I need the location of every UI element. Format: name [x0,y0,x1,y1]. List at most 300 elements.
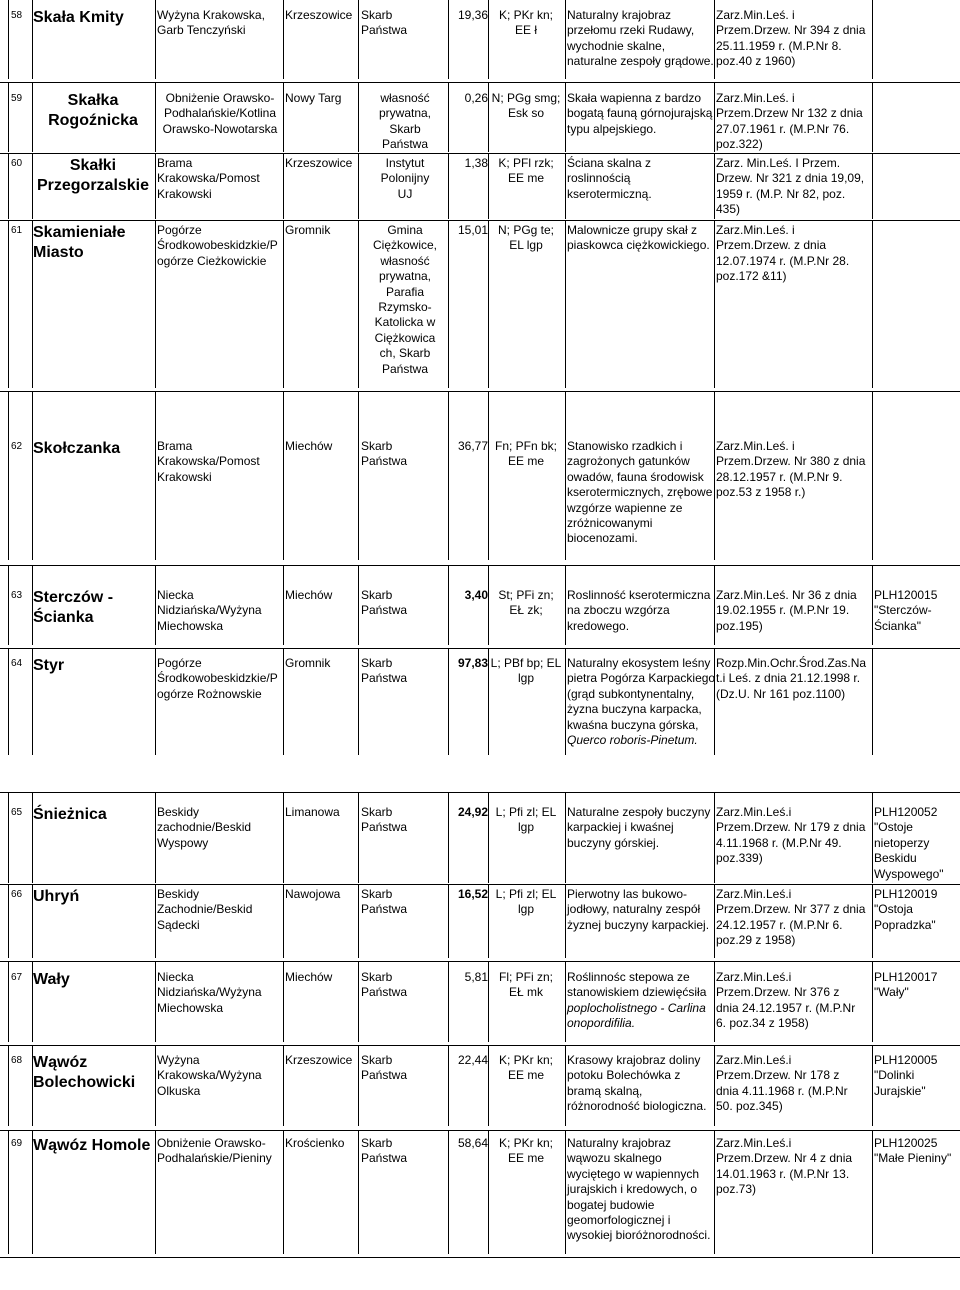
column-divider [32,961,33,1042]
column-divider [872,1130,873,1254]
owner-line: Rzymsko- [378,300,432,315]
column-divider [488,391,489,560]
desc-line: pietra Pogórza Karpackiego [567,671,716,686]
column-divider [448,220,449,388]
code-line: PLH120019 [874,887,938,901]
column-divider [448,1130,449,1254]
row-separator [0,1257,960,1258]
column-divider [8,884,9,958]
type-line: EE me [507,454,544,469]
area-ha: 5,81 [464,970,488,984]
owner-line: ch, Skarb [379,346,431,361]
column-divider [283,1130,284,1254]
row-number: 69 [11,1138,23,1149]
column-divider [714,961,715,1042]
act-line: poz.322) [716,137,763,152]
region-line: Zachodnie/Beskid [157,902,253,917]
column-divider [8,220,9,388]
row-number: 64 [11,658,23,669]
area-ha: 22,44 [457,1053,488,1067]
region-line: Wyspowy [157,835,209,850]
natura-code [874,1053,960,1099]
desc-line: onopordifilia. [567,1016,636,1031]
owner-line: Państwa [361,820,408,835]
desc-line: Krasowy krajobraz doliny [567,1053,701,1067]
type-line: L; Pfi zl; EL [495,887,557,901]
column-divider [565,1045,566,1126]
desc-line: Naturalny ekosystem leśny [567,656,711,670]
code-line: nietoperzy [874,835,930,850]
act-line: 24.12.1957 r. (M.P.Nr 6. [716,917,843,932]
act-line: Przem.Drzew. Nr 376 z [716,985,840,1000]
row-separator [0,648,960,649]
column-divider [565,884,566,958]
name-line: Bolechowicki [33,1074,136,1091]
legal-act [716,970,872,1032]
column-divider [32,0,33,79]
type-line: EE me [507,1151,544,1166]
region-line: Beskidy [157,887,200,901]
column-divider [155,0,156,79]
area-ha: 15,01 [457,223,488,237]
owner-line: UJ [397,186,413,201]
column-divider [872,648,873,755]
name-line: Styr [33,657,65,674]
column-divider [283,82,284,152]
legal-act [716,91,872,153]
code-line: "Dolinki [874,1068,915,1083]
ownership [361,223,449,377]
owner-line: Skarb [361,805,393,819]
ownership [361,588,449,619]
act-line: 6. poz.34 z 1958) [716,1016,809,1031]
ownership [361,656,449,687]
act-line: Przem.Drzew. Nr 179 z dnia [716,820,866,835]
column-divider [155,648,156,755]
act-line: Zarz.Min.Leś. Nr 36 z dnia [716,588,857,602]
region-line: Obniżenie Orawsko- [165,91,275,105]
act-line: Przem.Drzew. z dnia [716,238,827,253]
column-divider [358,1130,359,1254]
act-line: 50. poz.345) [716,1099,783,1114]
owner-line: Państwa [361,985,408,1000]
column-divider [565,565,566,645]
act-line: dnia 24.12.1957 r. (M.P.Nr [716,1000,856,1015]
physiographic-region [157,588,283,634]
row-separator [0,792,960,793]
ownership [361,156,449,202]
desc-line: bramą skalną, [567,1083,643,1098]
physiographic-region [157,656,283,702]
region-line: Krakowska/Pomost [157,171,260,186]
natura-code [874,970,960,1001]
region-line: Wyżyna Krakowska, [157,8,265,22]
owner-line: Parafia [385,284,425,299]
act-line: Zarz.Min.Leś.i [716,970,792,984]
row-number: 60 [11,158,23,169]
owner-line: Polonijny [380,171,430,186]
act-line: poz.339) [716,851,763,866]
physiographic-region [157,805,283,851]
row-separator [0,884,960,885]
legal-act [716,156,872,218]
owner-line: własność [380,91,430,105]
desc-line: wyciętego w wapiennych [567,1166,700,1181]
county-line: Krzeszowice [285,156,353,170]
desc-line: Querco roboris-Pinetum. [567,733,698,748]
column-divider [283,648,284,755]
reserve-type [488,156,564,187]
column-divider [714,884,715,958]
name-line: Wąwóz Homole [33,1137,151,1154]
legal-act [716,1053,872,1115]
desc-line: Roslinność kserotermiczna [567,588,711,602]
code-line: PLH120025 [874,1136,938,1150]
act-line: Rozp.Min.Ochr.Środ.Zas.Na [716,656,867,670]
column-divider [283,1045,284,1126]
region-line: Nidziańska/Wyżyna [157,603,262,618]
column-divider [32,884,33,958]
column-divider [155,153,156,219]
act-line: 14.01.1963 r. (M.P.Nr 13. [716,1166,850,1181]
column-divider [8,1045,9,1126]
column-divider [872,0,873,79]
column-divider [358,648,359,755]
column-divider [448,82,449,152]
column-divider [283,884,284,958]
column-divider [283,391,284,560]
code-line: "Małe Pieniny" [874,1151,952,1166]
act-line: Przem.Drzew. Nr 394 z dnia [716,23,866,38]
column-divider [358,391,359,560]
type-line: lgp [517,902,534,917]
owner-line: Państwa [361,1068,408,1083]
type-line: K; PKr kn; [498,1053,554,1067]
column-divider [714,0,715,79]
column-divider [448,792,449,883]
code-line: PLH120015 [874,588,938,602]
column-divider [488,82,489,152]
area-ha: 1,38 [464,156,488,170]
row-separator [0,153,960,154]
name-line: Śnieżnica [33,806,107,823]
row-number: 65 [11,807,23,818]
row-number: 63 [11,590,23,601]
protection-goal [567,805,712,851]
reserve-name [33,656,153,676]
column-divider [358,565,359,645]
protection-goal [567,588,712,634]
protection-goal [567,1053,712,1115]
column-divider [358,153,359,219]
act-line: Zarz.Min.Leś.i [716,805,792,819]
reserve-type [488,805,564,836]
reserve-name [33,887,153,907]
owner-line: Skarb [361,887,393,901]
type-line: K; PKr kn; [498,8,554,22]
desc-line: typu alpejskiego. [567,121,657,136]
region-line: Środkowobeskidzkie/P [157,238,278,253]
area-ha: 36,77 [457,439,488,453]
owner-line: Ciężkowice, [372,238,438,253]
act-line: Zarz.Min.Leś.i [716,1053,792,1067]
county [285,887,357,902]
county [285,805,357,820]
reserve-type [488,91,564,122]
column-divider [155,391,156,560]
act-line: Zarz. Min.Leś. I Przem. [716,156,841,170]
region-line: Podhalańskie/Pieniny [157,1151,272,1166]
column-divider [714,153,715,219]
physiographic-region [157,8,283,39]
region-line: Niecka [157,970,194,984]
code-line: "Ostoje [874,820,913,835]
legal-act [716,8,872,70]
column-divider [488,1045,489,1126]
protection-goal [567,439,712,547]
legal-act [716,1136,872,1198]
desc-line: geomorfologicznej i [567,1213,671,1228]
desc-line: przełomu rzeki Rudawy, [567,23,695,38]
owner-line: Instytut [385,156,425,170]
desc-line: stanowiskiem dziewięćsiła [567,985,707,1000]
column-divider [8,1130,9,1254]
owner-line: Skarb [361,8,393,22]
column-divider [565,220,566,388]
type-line: EE ł [514,23,537,38]
desc-line: zagrożonych gatunków [567,454,690,469]
region-line: Olkuska [157,1083,201,1098]
protection-goal [567,8,712,70]
county-line: Miechów [285,970,333,984]
act-line: (Dz.U. Nr 161 poz.1100) [716,686,846,701]
type-line: EE me [507,171,544,186]
name-line: Sterczów - [33,589,114,606]
county-line: Krzeszowice [285,1053,353,1067]
name-line: Skałki [69,157,117,174]
act-line: dnia 4.11.1968 r. (M.P.Nr [716,1083,848,1098]
column-divider [155,961,156,1042]
reserve-type [488,439,564,470]
act-line: Przem.Drzew. Nr 178 z [716,1068,840,1083]
column-divider [565,648,566,755]
desc-line: kserotermiczną. [567,186,652,201]
desc-line: poplocholistnego - Carlina [567,1000,706,1015]
legal-act [716,656,872,702]
county [285,588,357,603]
desc-line: owadów, fauna środowisk [567,469,704,484]
region-line: Orawsko-Nowotarska [162,121,278,136]
region-line: ogórze Cieżkowickie [157,253,267,268]
natura-code [874,1136,960,1167]
act-line: 1959 r. (M.P. Nr 82, poz. [716,186,846,201]
reserve-type [488,1053,564,1084]
row-number: 58 [11,10,23,21]
region-line: Pogórze [157,656,202,670]
column-divider [32,1130,33,1254]
region-line: Podhalańskie/Kotlina [163,106,277,121]
owner-line: Państwa [361,902,408,917]
column-divider [358,82,359,152]
region-line: Miechowska [157,1000,224,1015]
column-divider [32,391,33,560]
row-separator [0,82,960,83]
row-number: 62 [11,441,23,452]
column-divider [283,220,284,388]
column-divider [32,565,33,645]
column-divider [565,0,566,79]
row-separator [0,1045,960,1046]
county-line: Limanowa [285,805,340,819]
act-line: poz.53 z 1958 r.) [716,485,806,500]
code-line: PLH120017 [874,970,938,984]
column-divider [565,391,566,560]
ownership [361,1136,449,1167]
row-separator [0,220,960,221]
row-separator [0,1130,960,1131]
type-line: K; PFl rzk; [498,156,554,170]
protection-goal [567,1136,712,1244]
type-line: EŁ zk; [509,603,543,618]
county-line: Gromnik [285,223,331,237]
column-divider [565,792,566,883]
region-line: Środkowobeskidzkie/P [157,671,278,686]
column-divider [488,220,489,388]
desc-line: wąwozu skalnego [567,1151,662,1166]
county-line: Nawojowa [285,887,341,901]
name-line: Skałka [67,92,119,109]
column-divider [488,0,489,79]
desc-line: wysokiej bioróżnorodności. [567,1228,711,1243]
column-divider [8,792,9,883]
owner-line: Skarb [361,656,393,670]
desc-line: żyznej buczyny karpackiej. [567,917,710,932]
physiographic-region [157,439,283,485]
column-divider [714,1130,715,1254]
region-line: Krakowska/Pomost [157,454,260,469]
type-line: Fn; PFn bk; [494,439,558,453]
owner-line: prywatna, [378,269,432,284]
column-divider [872,1045,873,1126]
column-divider [488,961,489,1042]
name-line: Miasto [33,244,84,261]
physiographic-region [157,1136,283,1167]
reserve-type [488,223,564,254]
desc-line: na zboczu wzgórza [567,603,670,618]
area-ha: 3,40 [464,588,488,602]
column-divider [448,391,449,560]
column-divider [8,648,9,755]
region-line: zachodnie/Beskid [157,820,252,835]
reserve-name [33,439,153,459]
ownership [361,887,449,918]
column-divider [872,961,873,1042]
act-line: poz.29 z 1958) [716,933,796,948]
desc-line: żyzna buczyna karpacka, [567,702,702,717]
desc-line: Malownicze grupy skał z [567,223,698,237]
legal-act [716,439,872,501]
reserve-type [488,656,564,687]
reserve-name [33,588,153,628]
region-line: Krakowski [157,186,212,201]
region-line: Niecka [157,588,194,602]
reserve-type [488,588,564,619]
legal-act [716,588,872,634]
owner-line: Skarb [361,1136,393,1150]
region-line: Garb Tenczyński [157,23,246,38]
owner-line: Ciężkowica [374,330,436,345]
region-line: Pogórze [157,223,202,237]
code-line: PLH120005 [874,1053,938,1067]
row-number: 59 [11,93,23,104]
physiographic-region [157,1053,283,1099]
desc-line: Naturalny krajobraz [567,8,672,22]
owner-line: Skarb [361,970,393,984]
reserve-type [488,970,564,1001]
column-divider [32,82,33,152]
column-divider [872,153,873,219]
column-divider [8,153,9,219]
desc-line: różnorodność biologiczna. [567,1099,707,1114]
reserve-name [33,805,153,825]
column-divider [283,0,284,79]
desc-line: potoku Bolechówka z [567,1068,681,1083]
desc-line: naturalne zespoły grądowe. [567,54,714,69]
act-line: poz.172 &11) [716,269,787,284]
desc-line: karpackiej i kwaśnej [567,820,674,835]
row-number: 61 [11,225,23,236]
name-line: Uhryń [33,888,80,905]
ownership [361,439,449,470]
county-line: Nowy Targ [285,91,342,105]
column-divider [565,961,566,1042]
code-line: "Ostoja [874,902,913,917]
county [285,439,357,454]
county-line: Miechów [285,588,333,602]
county [285,1053,357,1068]
area-ha: 19,36 [457,8,488,22]
code-line: "Sterczów- [874,603,932,618]
desc-line: jodłowy, naturalny zespół [567,902,701,917]
desc-line: Roślinnośc stepowa ze [567,970,690,984]
column-divider [872,884,873,958]
column-divider [714,648,715,755]
name-line: Ścianka [33,609,94,626]
owner-line: Skarb [361,439,393,453]
column-divider [155,1045,156,1126]
region-line: Brama [157,439,193,453]
code-line: Wyspowego" [874,866,944,881]
protection-goal [567,223,712,254]
act-line: Przem.Drzew. Nr 380 z dnia [716,454,866,469]
legal-act [716,805,872,867]
row-separator [0,391,960,392]
column-divider [155,792,156,883]
natura-code [874,588,960,634]
region-line: Krakowska/Wyżyna [157,1068,262,1083]
type-line: EE me [507,1068,544,1083]
reserve-type [488,1136,564,1167]
county [285,970,357,985]
act-line: poz.40 z 1960) [716,54,796,69]
desc-line: kredowego. [567,618,630,633]
type-line: lgp [517,671,534,686]
owner-line: Państwa [361,1151,408,1166]
column-divider [358,220,359,388]
column-divider [448,565,449,645]
act-line: Drzew. Nr 321 z dnia 19,09, [716,171,865,186]
column-divider [32,220,33,388]
